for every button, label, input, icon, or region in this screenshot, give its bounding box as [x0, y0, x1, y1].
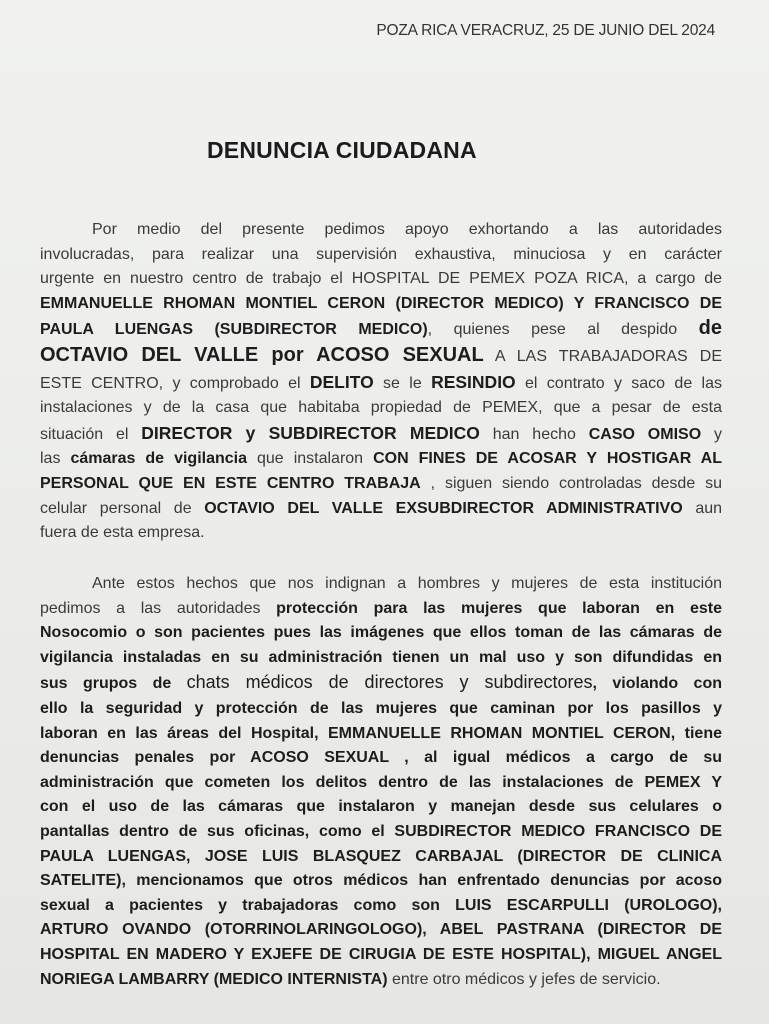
emphasized-text: vigilancia instaladas en su administración tienen un mal uso y son difundidas en [40, 648, 722, 666]
text-line [40, 968, 722, 993]
text-line [40, 795, 722, 820]
emphasized-text: EMMANUELLE RHOMAN MONTIEL CERON (DIRECTOR MEDICO) Y FRANCISCO DE [40, 294, 722, 312]
text-line [40, 316, 722, 343]
text-line [40, 267, 722, 292]
text-line [40, 521, 722, 546]
emphasized-text: laboran en las áreas del Hospital, EMMANUELLE RHOMAN MONTIEL CERON, tiene [40, 724, 722, 742]
text-run: urgente en nuestro centro de trabajo el HOSPITAL DE PEMEX POZA RICA, a cargo de [40, 270, 722, 288]
text-line [40, 472, 722, 497]
text-line [40, 697, 722, 722]
emphasized-text: de [698, 317, 723, 340]
text-line [40, 597, 722, 622]
text-line [40, 722, 722, 747]
emphasized-text: RESINDIO [431, 371, 516, 392]
text-run: pedimos a las autoridades [40, 599, 277, 617]
text-line [40, 243, 722, 268]
text-line [40, 746, 722, 771]
emphasized-text: SATELITE), mencionamos que otros médicos han enfrentado denuncias por acoso [40, 872, 722, 890]
paragraph-2 [40, 572, 722, 992]
text-run: han hecho [479, 425, 589, 443]
emphasized-text: sus grupos de [40, 675, 187, 693]
text-run: aun [682, 499, 723, 517]
text-run: entre otro médicos y jefes de servicio. [387, 970, 661, 988]
text-line [40, 497, 722, 522]
text-run: fuera de esta empresa. [40, 524, 205, 542]
text-run: , siguen siendo controladas desde su [420, 474, 723, 492]
text-line [40, 869, 722, 894]
text-line [40, 820, 722, 845]
text-line [40, 292, 722, 317]
text-run: Ante estos hechos que nos indignan a hombres y mujeres de esta institución [92, 575, 722, 592]
emphasized-text: DELITO [309, 371, 374, 392]
text-line [40, 572, 722, 597]
text-line [40, 943, 722, 968]
text-line [40, 343, 722, 370]
emphasized-text: denuncias penales por ACOSO SEXUAL , al igual médicos a cargo de su [40, 749, 722, 767]
text-run: , quienes pese al despido [427, 321, 699, 339]
emphasized-text: OCTAVIO DEL VALLE EXSUBDIRECTOR ADMINISTRATIVO [204, 499, 683, 517]
emphasized-text: NORIEGA LAMBARRY (MEDICO INTERNISTA) [40, 970, 388, 988]
emphasized-text: , violando con [592, 675, 723, 693]
text-line [40, 918, 722, 943]
text-line [40, 845, 722, 870]
text-line [40, 396, 722, 421]
text-run: que instalaron [247, 450, 374, 468]
emphasized-text: pantallas dentro de sus oficinas, como el SUBDIRECTOR MEDICO FRANCISCO DE [40, 822, 722, 840]
text-line [40, 771, 722, 796]
text-run: A LAS TRABAJADORAS DE [483, 347, 723, 365]
text-line [40, 670, 722, 697]
place-date: POZA RICA VERACRUZ, 25 DE JUNIO DEL 2024 [376, 22, 715, 39]
text-line [40, 621, 722, 646]
text-line [40, 218, 722, 243]
emphasized-text: PAULA LUENGAS, JOSE LUIS BLASQUEZ CARBAJAL (DIRECTOR DE CLINICA [40, 847, 722, 865]
text-run: se le [373, 374, 432, 392]
text-line [40, 421, 722, 448]
emphasized-text: PAULA LUENGAS (SUBDIRECTOR MEDICO) [40, 321, 428, 339]
document-title: DENUNCIA CIUDADANA [207, 137, 477, 163]
text-run: Por medio del presente pedimos apoyo exhortando a las autoridades [92, 221, 722, 238]
text-run: ESTE CENTRO, y comprobado el [40, 374, 310, 392]
emphasized-text: protección para las mujeres que laboran en este [276, 599, 722, 617]
text-run: celular personal de [40, 499, 205, 517]
emphasized-text: con el uso de las cámaras que instalaron y manejan desde sus celulares o [40, 798, 722, 816]
text-line [40, 370, 722, 397]
emphasized-text: PERSONAL QUE EN ESTE CENTRO TRABAJA [40, 474, 421, 492]
text-line [40, 646, 722, 671]
text-run: el contrato y saco de las [515, 374, 723, 392]
emphasized-text: sexual a pacientes y trabajadoras como son LUIS ESCARPULLI (UROLOGO), [40, 896, 722, 914]
emphasized-text: DIRECTOR y SUBDIRECTOR MEDICO [141, 422, 480, 443]
emphasized-text: CON FINES DE ACOSAR Y HOSTIGAR AL [373, 450, 722, 468]
text-line [40, 447, 722, 472]
emphasized-text: CASO OMISO [588, 425, 702, 443]
text-run: involucradas, para realizar una supervisión exhaustiva, minuciosa y en carácter [40, 245, 722, 263]
emphasized-text: chats médicos de directores y subdirectores [186, 672, 593, 693]
text-run: situación el [40, 425, 142, 443]
text-run: instalaciones y de la casa que habitaba propiedad de PEMEX, que a pesar de esta [40, 399, 722, 417]
emphasized-text: administración que cometen los delitos dentro de las instalaciones de PEMEX Y [40, 773, 722, 791]
text-run: y [701, 425, 722, 443]
emphasized-text: ello la seguridad y protección de las mujeres que caminan por los pasillos y [40, 699, 722, 717]
paragraph-1 [40, 218, 722, 546]
emphasized-text: ARTURO OVANDO (OTORRINOLARINGOLOGO), ABEL PASTRANA (DIRECTOR DE [40, 921, 722, 939]
emphasized-text: cámaras de vigilancia [70, 450, 247, 468]
emphasized-text: OCTAVIO DEL VALLE por ACOSO SEXUAL [40, 343, 484, 366]
text-run: las [40, 450, 71, 468]
text-line [40, 894, 722, 919]
emphasized-text: HOSPITAL EN MADERO Y EXJEFE DE CIRUGIA DE ESTE HOSPITAL), MIGUEL ANGEL [40, 945, 722, 963]
emphasized-text: Nosocomio o son pacientes pues las imágenes que ellos toman de las cámaras de [40, 624, 722, 642]
